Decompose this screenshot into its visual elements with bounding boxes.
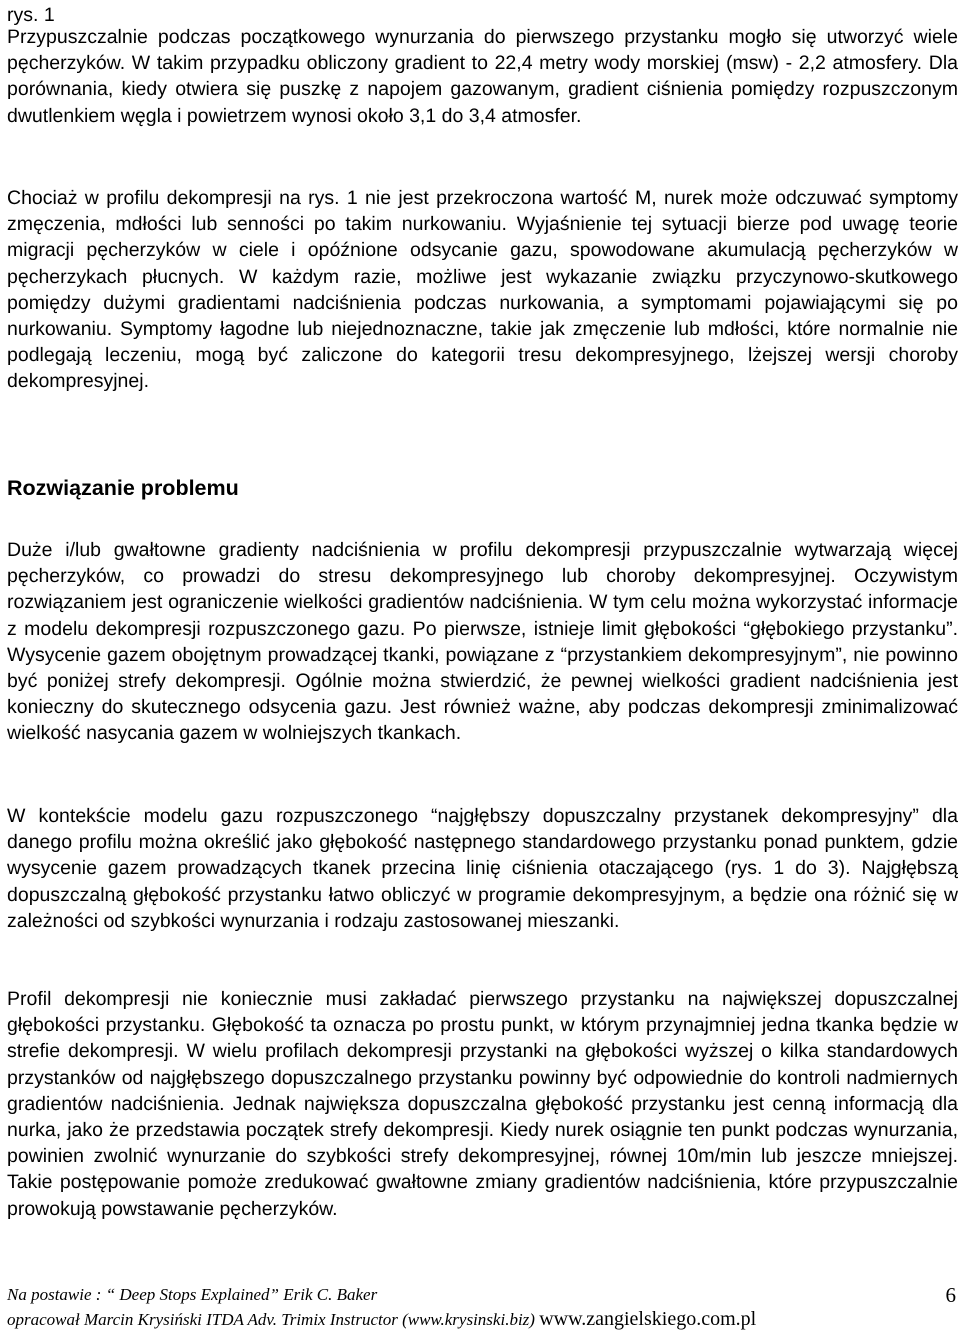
page-number: 6 [945,1283,956,1307]
paragraph-symptoms: Chociaż w profilu dekompresji na rys. 1 nie jest przekroczona wartość M, nurek może odczuwać symptomy zmęczenia, mdłości lub senności po takim nurkowaniu. Wyjaśnienie tej sytuacji bierze pod uwagę teorie migracji pęcherzyków w ciele i opóźnione odsycanie gazu, spowodowane akumulacją pęcherzyków w pęcherzykach płucnych. W każdym razie, możliwe jest wykazanie związku przyczynowo-skutkowego pomiędzy dużymi gradientami nadciśnienia podczas nurkowania, a symptomami pojawiającymi się po nurkowaniu. Symptomy łagodne lub niejednoznaczne, takie jak zmęczenie lub mdłości, które normalnie nie podlegają leczeniu, mogą być zaliczone do kategorii tresu dekompresyjnego, lżejszej wersji choroby dekompresyjnej. [7,187,958,393]
footer-source: Na postawie : “ Deep Stops Explained” Erik C. Baker [7,1285,378,1304]
figure-caption: rys. 1 [7,4,55,26]
footer-credits [7,1307,958,1332]
section-heading: Rozwiązanie problemu [7,476,239,500]
paragraph-deepest-stop: W kontekście modelu gazu rozpuszczonego “najgłębszy dopuszczalny przystanek dekompresyjny” dla danego profilu można określić jako głębokość następnego standardowego przystanku ponad punktem, gdzie wysycenie gazem prowadzących tkanek przecina linię ciśnienia otaczającego (rys. 1 do 3). Najgłębszą dopuszczalną głębokość przystanku łatwo obliczyć w programie dekompresyjnym, a będzie ona różnić się w zależności od szybkości wynurzania i rodzaju zastosowanej mieszanki. [7,805,958,932]
page-footer [7,1283,958,1332]
footer-translator: opracował Marcin Krysiński ITDA Adv. Trimix Instructor (www.krysinski.biz) [7,1310,535,1329]
paragraph-gradient: Przypuszczalnie podczas początkowego wynurzania do pierwszego przystanku mogło się utworzyć wiele pęcherzyków. W takim przypadku obliczony gradient to 22,4 metry wody morskiej (msw) - 2,2 atmosfery. Dla porównania, kiedy otwiera się puszkę z napojem gazowanym, gradient ciśnienia pomiędzy rozpuszczonym dwutlenkiem węgla i powietrzem wynosi około 3,1 do 3,4 atmosfer. [7,26,958,127]
paragraph-solution: Duże i/lub gwałtowne gradienty nadciśnienia w profilu dekompresji przypuszczalnie wytwarzają więcej pęcherzyków, co prowadzi do stresu dekompresyjnego lub choroby dekompresyjnej. Oczywistym rozwiązaniem jest ograniczenie wielkości gradientów nadciśnienia. W tym celu można wykorzystać informacje z modelu dekompresji rozpuszczonego gazu. Po pierwsze, istnieje limit głębokości “głębokiego przystanku”. Wysycenie gazem obojętnym prowadzącej tkanki, powiązane z “przystankiem dekompresyjnym”, nie powinno być poniżej strefy dekompresji. Ogólnie można stwierdzić, że pewnej wielkości gradient nadciśnienia jest konieczny do skutecznego odsycenia gazu. Jest również ważne, aby podczas dekompresji zminimalizować wielkość nasycania gazem w wolniejszych tkankach. [7,539,958,745]
paragraph-profile: Profil dekompresji nie koniecznie musi zakładać pierwszego przystanku na największej dopuszczalnej głębokości przystanku. Głębokość ta oznacza po prostu punkt, w którym przynajmniej jedna tkanka będzie w strefie dekompresji. W wielu profilach dekompresji przystanki na głębokości wyższej o kilka standardowych przystanków od najgłębszego dopuszczalnego przystanku powinny być odpowiednie do kontroli nadmiernych gradientów nadciśnienia. Jednak największa dopuszczalna głębokość przystanku jest cenną informacją dla nurka, jako że przedstawia początek strefy dekompresji. Kiedy nurek osiągnie ten punkt podczas wynurzania, powinien zwolnić wynurzanie do szybkości strefy dekompresyjnej, równej 10m/min lub jeszcze mniejszej. Takie postępowanie pomoże zredukować gwałtowne zmiany gradientów nadciśnienia, które przypuszczalnie prowokują powstawanie pęcherzyków. [7,988,958,1220]
footer-website-link[interactable]: www.zangielskiego.com.pl [539,1308,757,1330]
